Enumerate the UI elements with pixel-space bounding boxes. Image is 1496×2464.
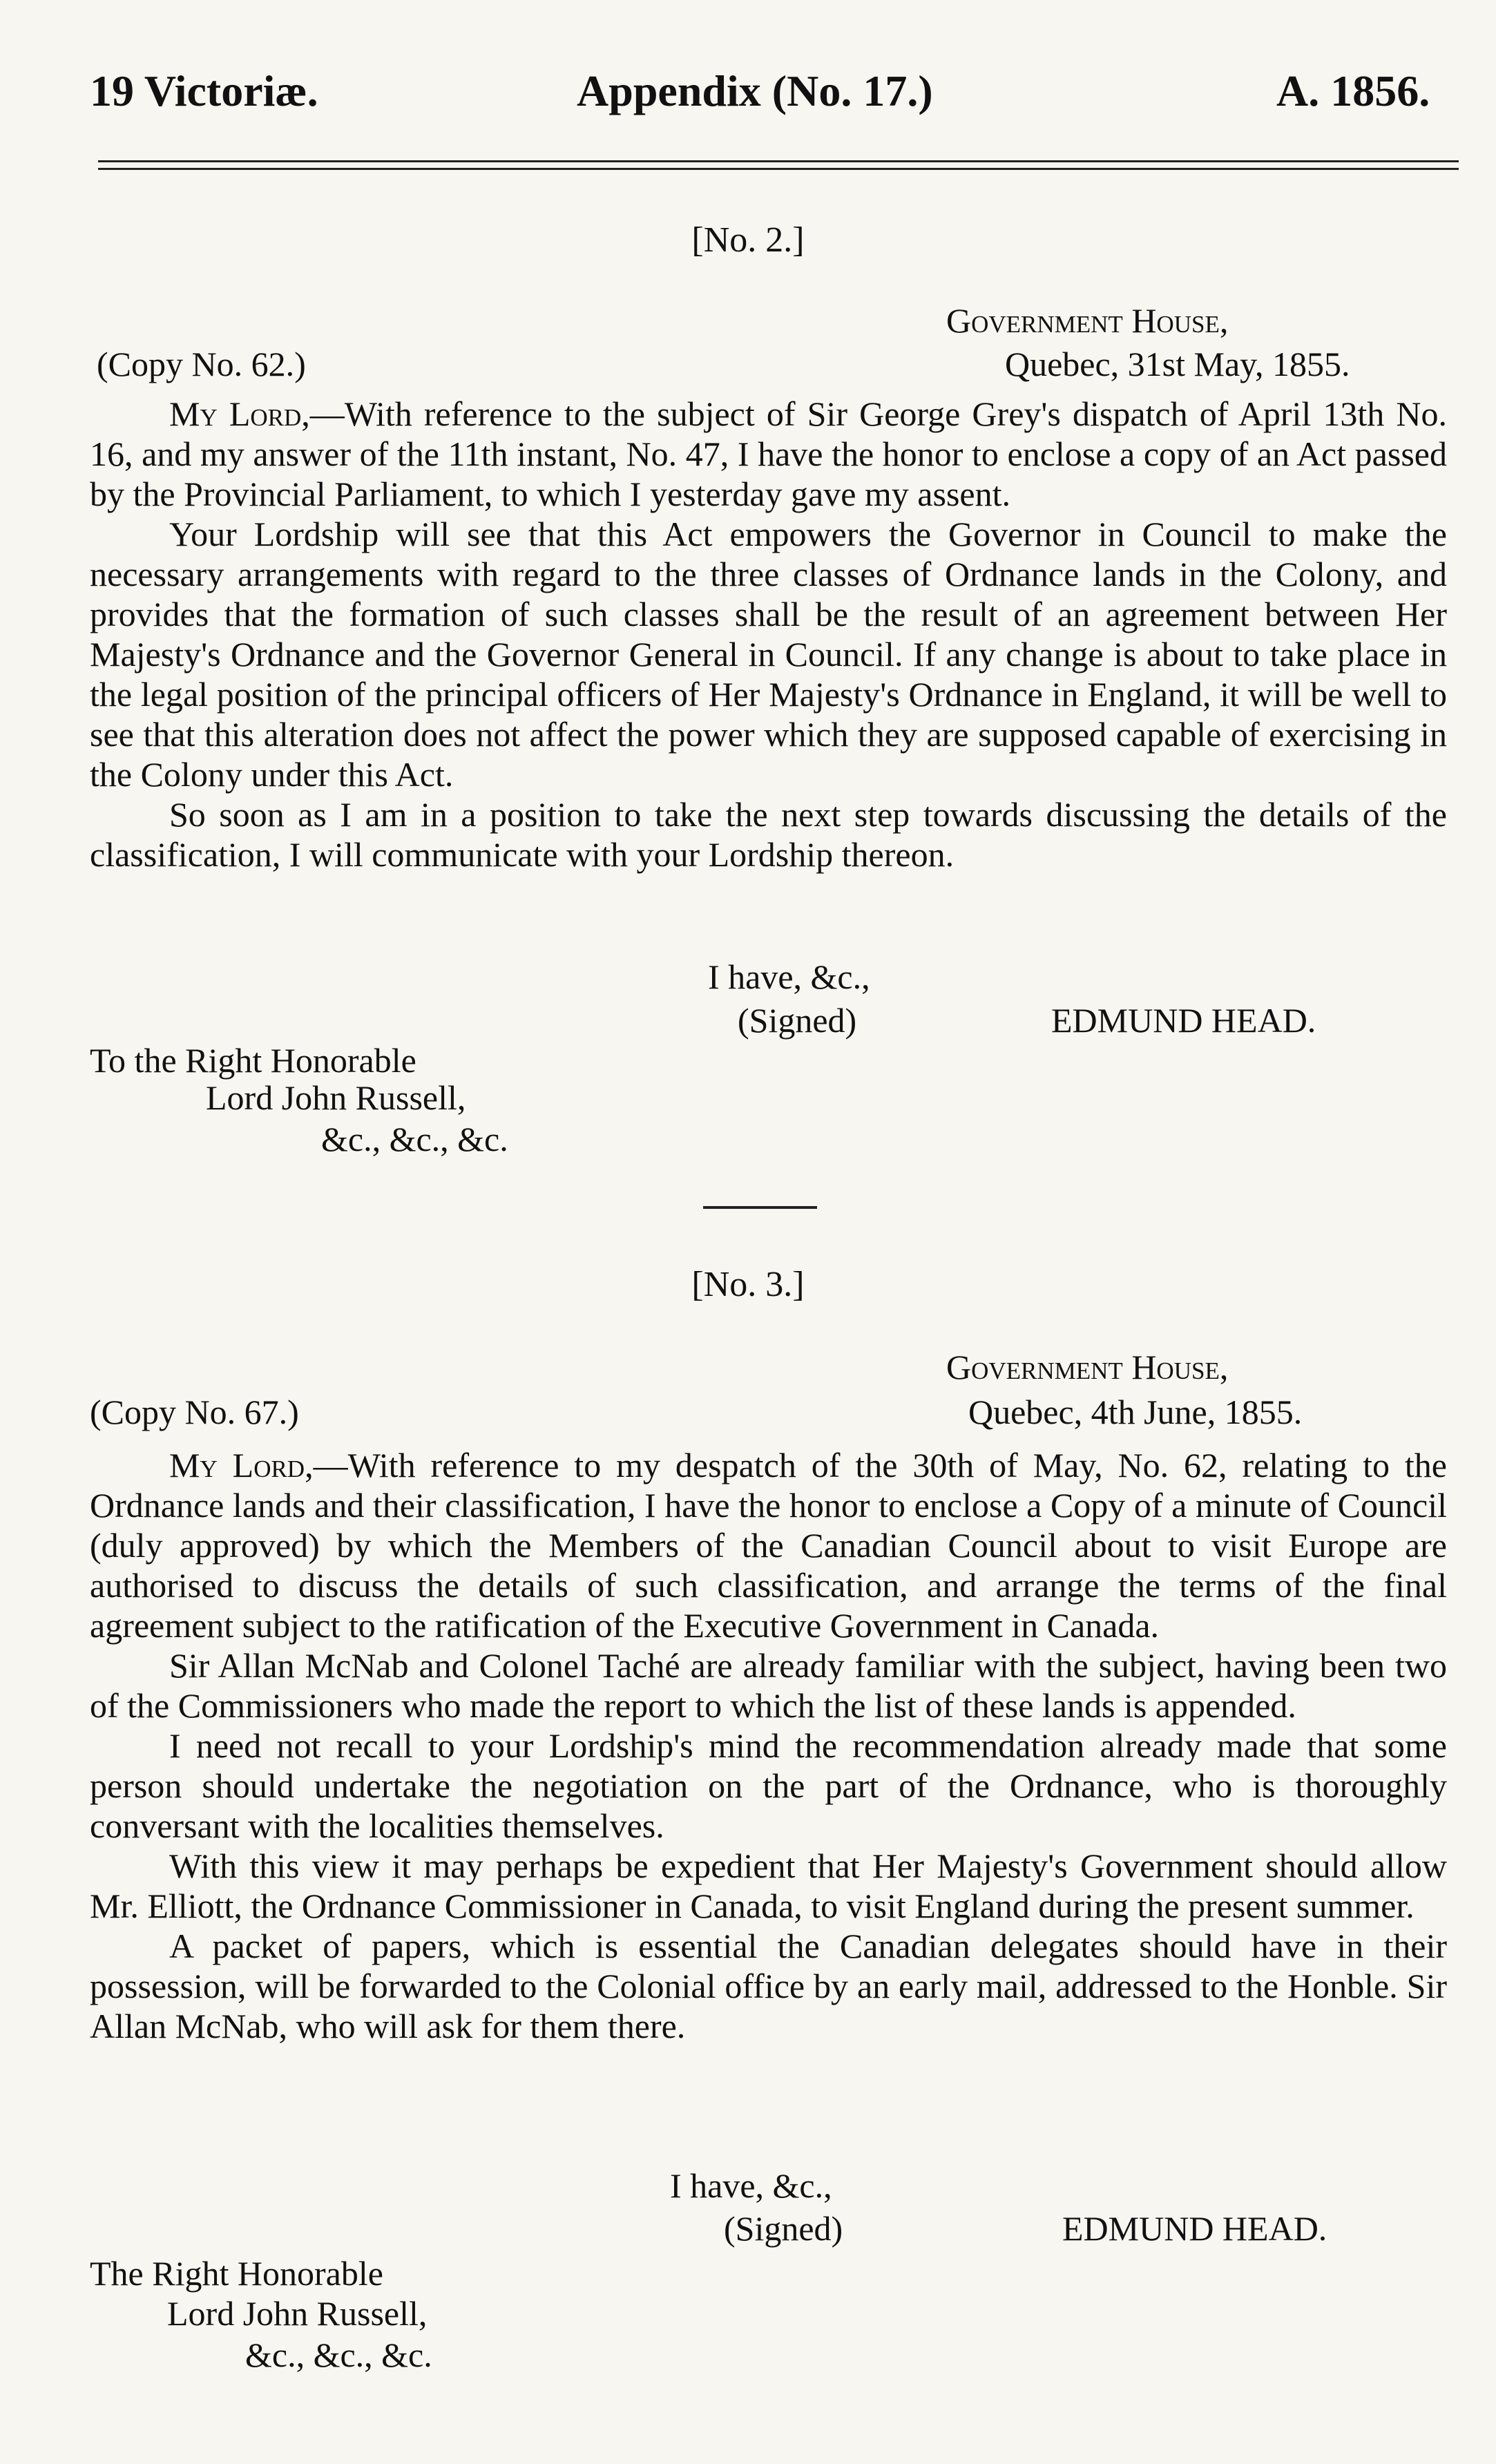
- header-double-rule: [98, 160, 1459, 170]
- body-paragraph: I need not recall to your Lordship's mind the recommendation already made that some person should undertake the negotiation on the part of the Ordnance, who is thoroughly conversant with the localities themselves.: [90, 1726, 1447, 1845]
- letter-place: Government House,: [946, 301, 1229, 340]
- body-paragraph: My Lord,—With reference to the subject of Sir George Grey's dispatch of April 13th No. 16, and my answer of the 11th instant, No. 47, I have the honor to enclose a copy of an Act passed by the Provincial Parliament, to which I yesterday gave my assent.: [90, 394, 1447, 513]
- signature: EDMUND HEAD.: [1051, 1001, 1316, 1040]
- address-line: The Right Honorable: [90, 2254, 383, 2293]
- letter-number: [No. 3.]: [691, 1265, 805, 1304]
- body-paragraph: My Lord,—With reference to my despatch of the 30th of May, No. 62, relating to the Ordnance lands and their classification, I have the honor to enclose a Copy of a minute of Council (duly approved) by which the Members of the Canadian Council about to visit Europe are authorised to discuss the details of such classification, and arrange the terms of the final agreement subject to the ratification of the Executive Government in Canada.: [90, 1446, 1447, 1645]
- letter-place: Government House,: [946, 1348, 1229, 1386]
- copy-number: (Copy No. 67.): [90, 1393, 299, 1431]
- address-line: &c., &c., &c.: [245, 2336, 432, 2374]
- body-paragraph: Sir Allan McNab and Colonel Taché are already familiar with the subject, having been two of the Commissioners who made the report to which the list of these lands is appended.: [90, 1646, 1447, 1725]
- signature: EDMUND HEAD.: [1062, 2209, 1327, 2248]
- address-line: To the Right Honorable: [90, 1041, 416, 1080]
- closing: I have, &c.,: [670, 2166, 832, 2205]
- salutation: My Lord,: [169, 1446, 314, 1484]
- copy-number: (Copy No. 62.): [97, 345, 306, 383]
- letter-number: [No. 2.]: [691, 220, 805, 260]
- signed-label: (Signed): [724, 2209, 843, 2248]
- running-header: [90, 66, 1495, 135]
- signed-label: (Signed): [738, 1001, 857, 1040]
- body-paragraph: A packet of papers, which is essential the Canadian delegates should have in their possession, will be forwarded to the Colonial office by an early mail, addressed to the Honble. Sir Allan McNab, who will ask for them there.: [90, 1927, 1447, 2045]
- letter-date: Quebec, 31st May, 1855.: [1005, 345, 1350, 383]
- letter-body: [90, 1445, 1447, 2046]
- body-paragraph: Your Lordship will see that this Act empowers the Governor in Council to make the necessary arrangements with regard to the three classes of Ordnance lands in the Colony, and provides that the formation of such classes shall be the result of an agreement between Her Majesty's Ordnance and the Governor General in Council. If any change is about to take place in the legal position of the principal officers of Her Majesty's Ordnance in England, it will be well to see that this alteration does not affect the power which they are supposed capable of exercising in the Colony under this Act.: [90, 515, 1447, 794]
- letter-date: Quebec, 4th June, 1855.: [968, 1393, 1303, 1431]
- body-paragraph: So soon as I am in a position to take the next step towards discussing the details of the classification, I will communicate with your Lordship thereon.: [90, 795, 1447, 874]
- header-session: 19 Victoriæ.: [90, 66, 318, 115]
- address-line: Lord John Russell,: [206, 1078, 466, 1117]
- address-line: Lord John Russell,: [167, 2294, 428, 2333]
- section-divider: [703, 1206, 817, 1209]
- header-year: A. 1856.: [1276, 66, 1430, 115]
- body-paragraph: With this view it may perhaps be expedient that Her Majesty's Government should allow Mr. Elliott, the Ordnance Commissioner in Canada, to visit England during the present summer.: [90, 1846, 1447, 1925]
- closing: I have, &c.,: [708, 957, 870, 996]
- header-appendix: Appendix (No. 17.): [577, 66, 933, 115]
- address-line: &c., &c., &c.: [321, 1120, 508, 1158]
- salutation: My Lord,: [169, 394, 310, 433]
- letter-body: [90, 394, 1447, 875]
